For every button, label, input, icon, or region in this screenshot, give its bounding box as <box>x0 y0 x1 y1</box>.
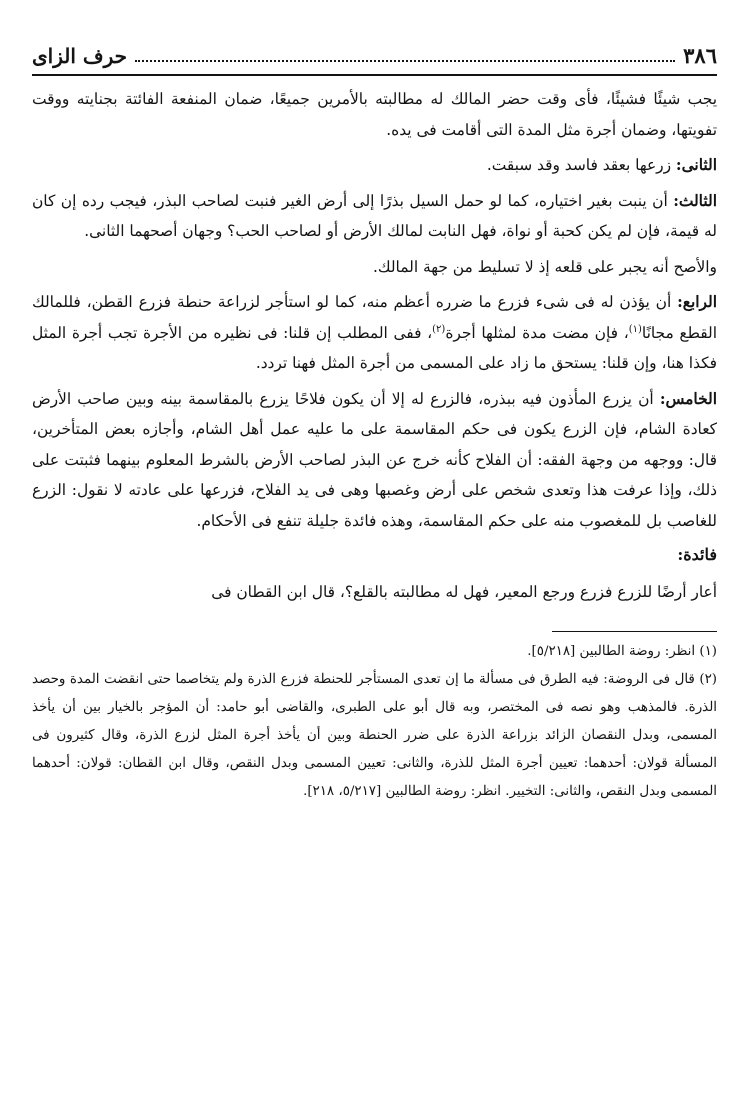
paragraph-3-text: أن ينبت بغير اختياره، كما لو حمل السيل بذرًا إلى أرض الغير فنبت لصاحب البذر، فيجب رده إن كان له قيمة، فإن لم يكن كحبة أو نواة، فهل النابت لمالك الأرض أو لصاحب الحب؟ وجهان أصحهما الثانى. <box>32 191 717 240</box>
footnote-1-number: (١) <box>699 644 717 659</box>
paragraph-5-text-b: ، فإن مضت مدة لمثلها أجرة <box>445 323 629 342</box>
footnote-ref-2[interactable]: (٢) <box>432 323 446 335</box>
paragraph-4: والأصح أنه يجبر على قلعه إذ لا تسليط من جهة المالك. <box>372 257 717 276</box>
paragraph-5-text-c: ، ففى المطلب إن قلنا: فى نظيره من الأجرة تجب أجرة المثل فكذا هنا، وإن قلنا: يستحق ما زاد على المسمى من أجرة المثل فهنا تردد. <box>32 323 717 372</box>
paragraph-2-text: زرعها بعقد فاسد وقد سبقت. <box>486 156 676 174</box>
paragraph-7: أعار أرضًا للزرع فزرع ورجع المعير، فهل له مطالبته بالقلع؟، قال ابن القطان فى <box>211 582 717 601</box>
paragraph-3 <box>32 186 717 247</box>
paragraph-5 <box>32 287 717 379</box>
page-number: ٣٨٦ <box>683 43 717 68</box>
paragraph-6-label: الخامس: <box>659 389 717 408</box>
section-heading: فائدة: <box>677 545 717 564</box>
paragraph-6-text: أن يزرع المأذون فيه ببذره، فالزرع له إلا أن يكون فلاحًا يزرع بالمقاسمة بينه وبين صاحب الأرض كعادة الشام، فإن الزرع يكون فى حكم المقاسمة على ما عليه عمل أهل الشام، وأجازه بعض المتأخرين، قال: ووجهه من وجهة الفقه: أن الفلاح كأنه خرج عن البذر لصاحب الأرض بالشرط المعلوم بينهما فثبتت على ذلك، وإذا عرفت هذا وتعدى شخص على أرض وغصبها وهى فى يد الفلاح، فزرعها على عادته لا نقول: الزرع للغاصب بل للمغصوب منه على حكم المقاسمة، وهذه فائدة جليلة تنفع فى الأحكام. <box>32 389 717 530</box>
paragraph-6 <box>32 384 717 537</box>
running-header <box>32 28 717 76</box>
paragraph-5-text-a: أن يؤذن له فى شىء فزرع ما ضرره أعظم منه، كما لو استأجر لزراعة حنطة فزرع القطن، فللمالك القطع مجانًا <box>32 293 717 342</box>
paragraph-2 <box>32 150 717 181</box>
footnotes <box>32 638 717 806</box>
paragraph-5-label: الرابع: <box>677 293 717 311</box>
footnote-ref-1[interactable]: (١) <box>628 323 642 335</box>
paragraph-3-label: الثالث: <box>673 191 717 210</box>
main-text <box>32 84 717 607</box>
footnote-2-number: (٢) <box>699 672 717 687</box>
chapter-title: حرف الزاى <box>32 44 127 68</box>
paragraph-2-label: الثانى: <box>675 156 717 174</box>
footnote-1 <box>32 638 717 666</box>
footnote-2 <box>32 666 717 806</box>
footnote-1-text: انظر: روضة الطالبين [٥/٢١٨]. <box>527 644 700 659</box>
header-dot-leader <box>135 59 675 62</box>
paragraph-1: يجب شيئًا فشيئًا، فأى وقت حضر المالك له مطالبته بالأمرين جميعًا، ضمان المنفعة الفائتة بجنايته ووقت تفويتها، وضمان أجرة مثل المدة التى أقامت فى يده. <box>32 90 717 139</box>
footnote-separator <box>552 631 717 632</box>
footnote-2-text: قال فى الروضة: فيه الطرق فى مسألة ما إن تعدى المستأجر للحنطة فزرع الذرة ولم يتخاصما حتى انقضت المدة وحصد الذرة. فالمذهب وهو نصه فى المختصر، وبه قال أبو على الطبرى، والقاضى أبو حامد: أن المؤجر بالخيار بين أن يأخذ المسمى، وبدل النقصان الزائد بزراعة الذرة على ضرر الحنطة وبين أن يأخذ أجرة المثل لزرع الذرة، وقال كثيرون فى المسألة قولان: أحدهما: تعيين أجرة المثل للذرة، والثانى: تعيين المسمى وبدل النقص، وقال ابن القطان: قولان: أحدهما المسمى وبدل النقص، والثانى: التخيير. انظر: روضة الطالبين [٥/٢١٧، ٢١٨]. <box>32 672 717 799</box>
